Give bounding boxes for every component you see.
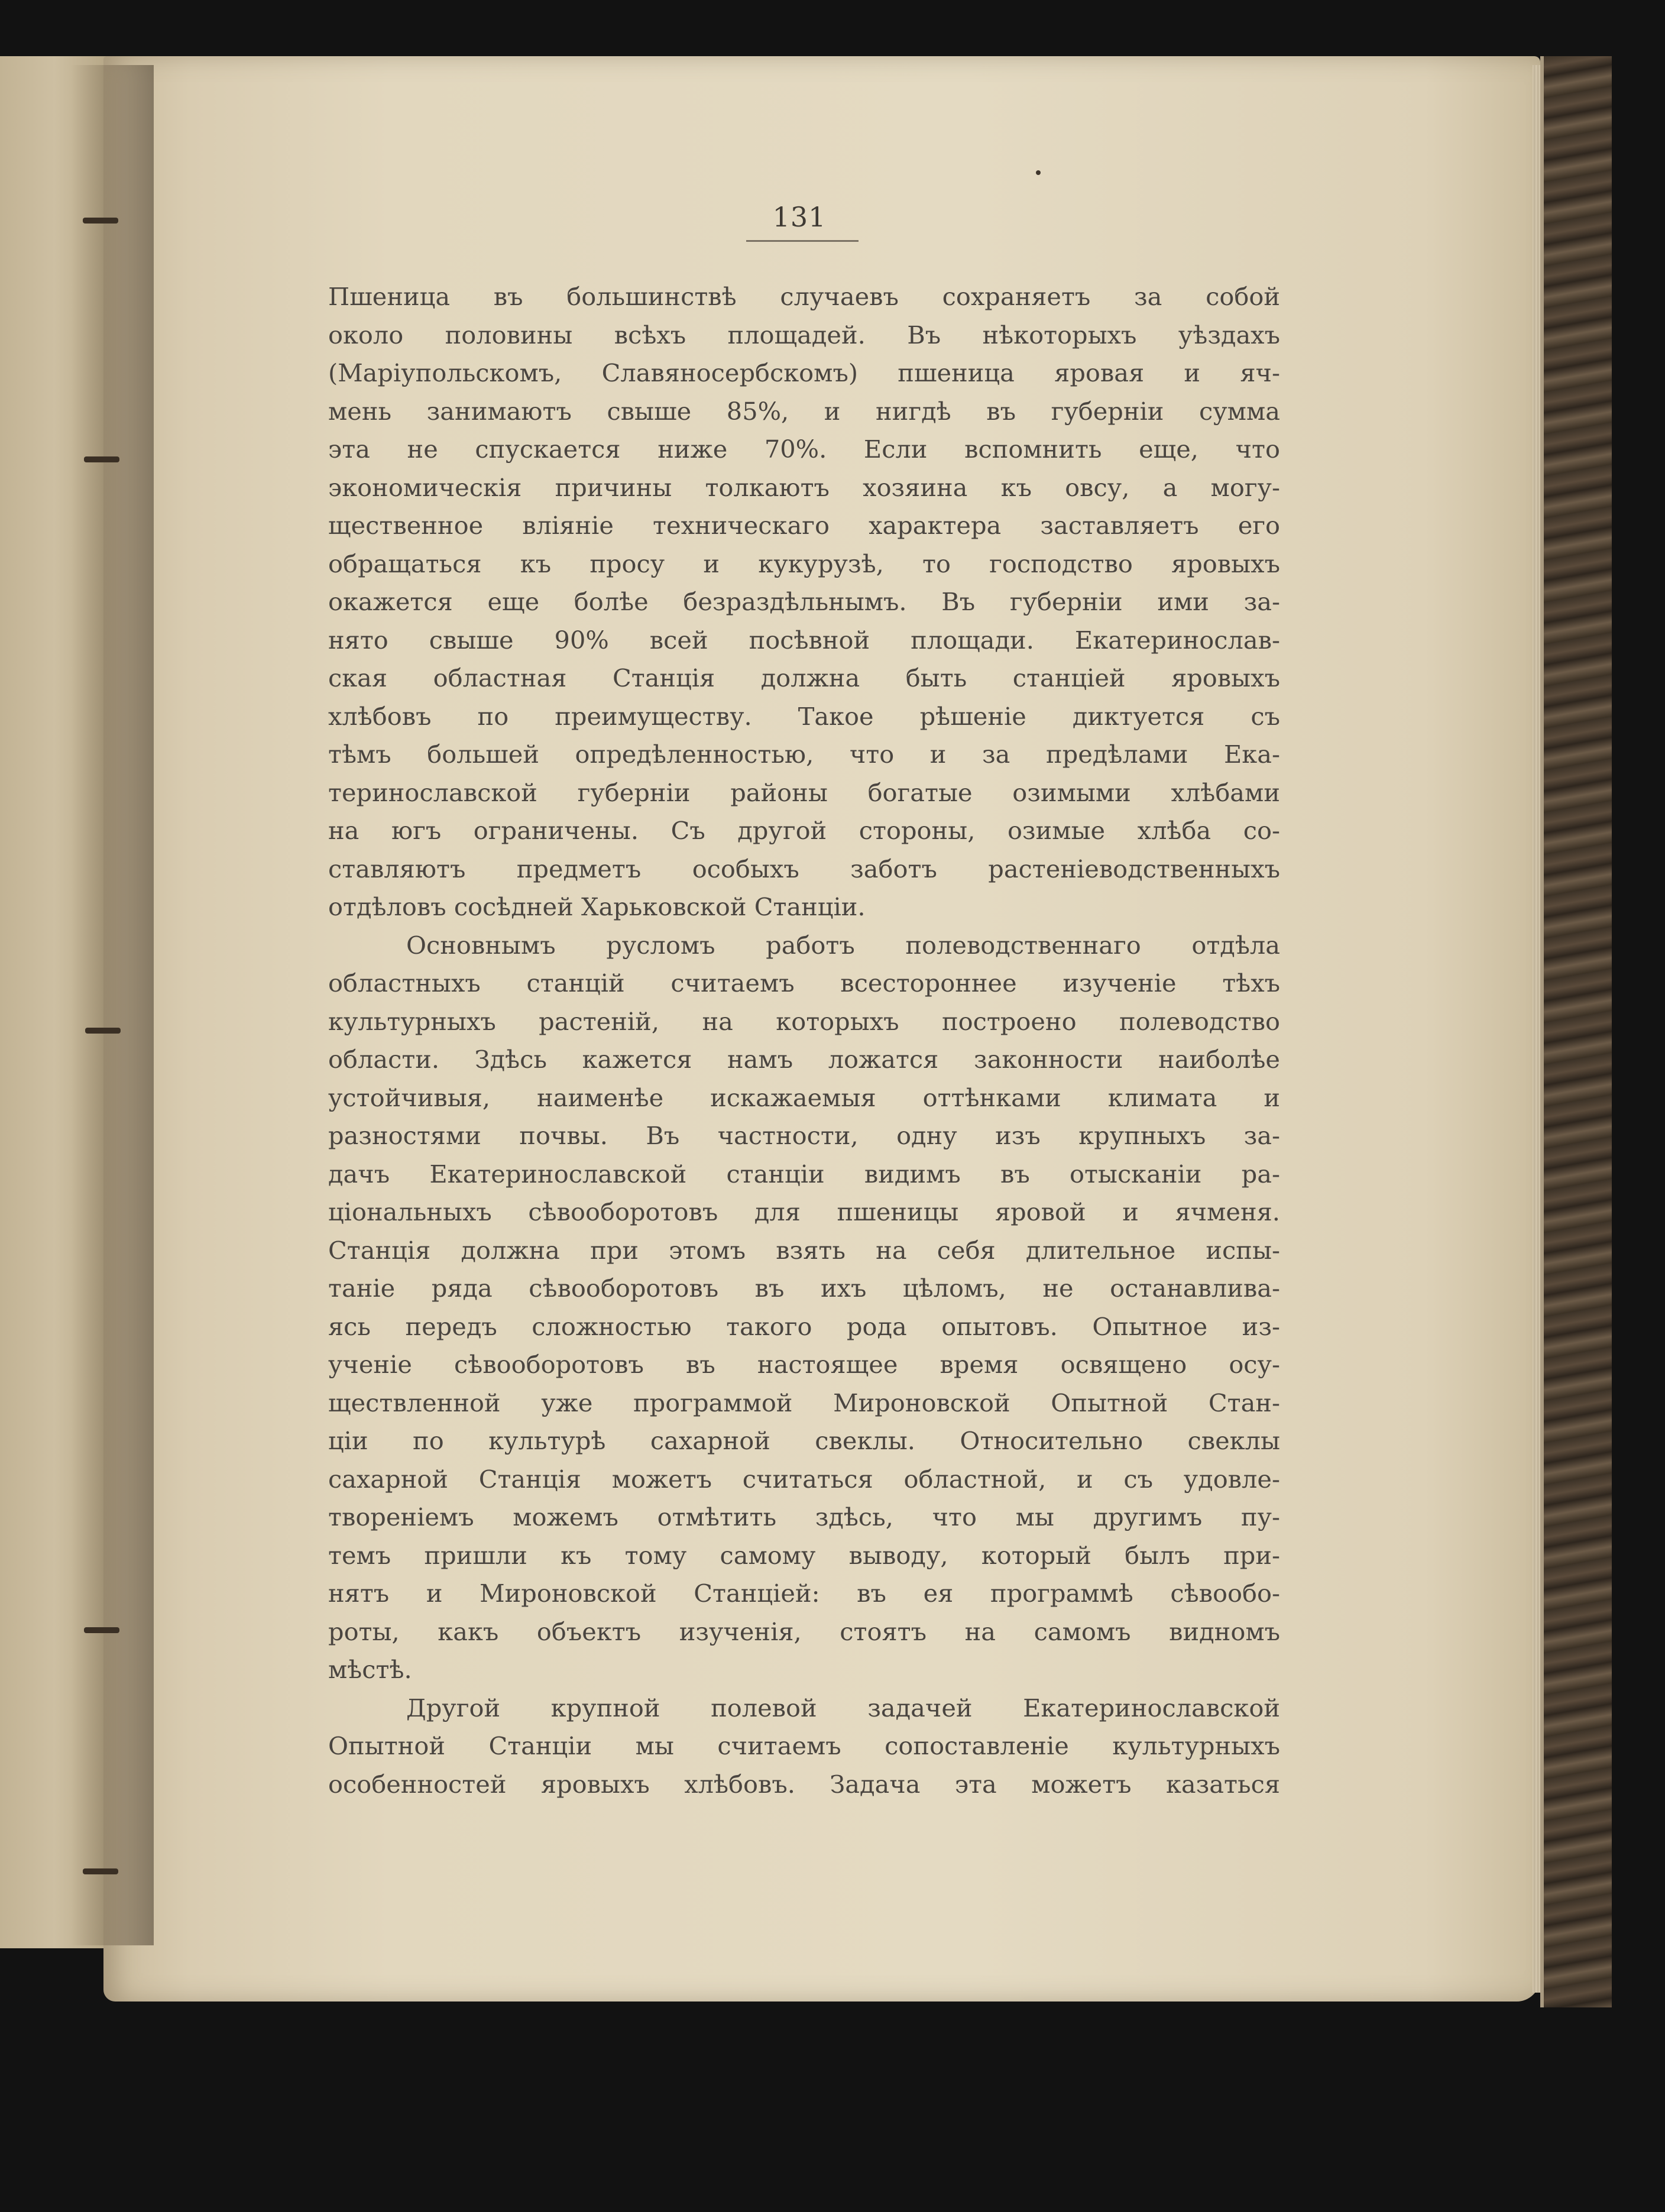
text-line: роты, какъ объектъ изученія, стоятъ на самомъ видномъ [328, 1617, 1280, 1646]
text-line: теринославской губерніи районы богатые озимыми хлѣбами [328, 778, 1280, 807]
text-line: Основнымъ русломъ работъ полеводственнаго отдѣла [406, 930, 1280, 960]
binding-stitch [84, 456, 119, 462]
text-line: тѣмъ большей опредѣленностью, что и за предѣлами Ека- [328, 740, 1280, 769]
body-text [328, 278, 1280, 1803]
text-line: (Маріупольскомъ, Славяносербскомъ) пшеница яровая и яч- [328, 358, 1280, 387]
text-line: нятъ и Мироновской Станціей: въ ея программѣ сѣвообо- [328, 1579, 1280, 1608]
text-line: темъ пришли къ тому самому выводу, который былъ при- [328, 1540, 1280, 1570]
text-line: мень занимаютъ свыше 85%, и нигдѣ въ губерніи сумма [328, 396, 1280, 426]
text-line: экономическія причины толкаютъ хозяина къ овсу, а могу- [328, 472, 1280, 502]
binding-stitch [83, 1868, 118, 1874]
paper-speck [1036, 170, 1041, 175]
text-line: сахарной Станція можетъ считаться областной, и съ удовле- [328, 1464, 1280, 1494]
text-line: таніе ряда сѣвооборотовъ въ ихъ цѣломъ, не останавлива- [328, 1274, 1280, 1303]
text-line: ская областная Станція должна быть станціей яровыхъ [328, 663, 1280, 692]
gutter-shadow [71, 65, 154, 1945]
page-number: 131 [772, 201, 827, 233]
text-line: ясь передъ сложностью такого рода опытовъ. Опытное из- [328, 1311, 1280, 1341]
text-line: Станція должна при этомъ взять на себя длительное испы- [328, 1235, 1280, 1265]
text-line: области. Здѣсь кажется намъ ложатся законности наиболѣе [328, 1045, 1280, 1074]
text-line: Опытной Станціи мы считаемъ сопоставленіе культурныхъ [328, 1731, 1280, 1760]
binding-stitch [83, 218, 118, 224]
binding-stitch [85, 1028, 121, 1034]
text-line: областныхъ станцій считаемъ всестороннее изученіе тѣхъ [328, 969, 1280, 997]
text-line: эта не спускается ниже 70%. Если вспомнить еще, что [328, 435, 1280, 464]
text-line: культурныхъ растеній, на которыхъ построено полеводство [328, 1006, 1280, 1036]
text-line: мѣстѣ. [328, 1655, 412, 1684]
text-line: Пшеница въ большинствѣ случаевъ сохраняетъ за собой [328, 282, 1280, 311]
text-line: на югъ ограничены. Съ другой стороны, озимые хлѣба со- [328, 816, 1280, 845]
text-line: устойчивыя, наименѣе искажаемыя оттѣнками климата и [328, 1083, 1280, 1112]
text-line: ученіе сѣвооборотовъ въ настоящее время освящено осу- [328, 1350, 1280, 1379]
text-line: дачъ Екатеринославской станціи видимъ въ отысканіи ра- [328, 1159, 1280, 1188]
text-line: окажется еще болѣе безраздѣльнымъ. Въ губерніи ими за- [328, 587, 1280, 616]
text-line: ціи по культурѣ сахарной свеклы. Относительно свеклы [328, 1426, 1280, 1455]
text-line: ціональныхъ сѣвооборотовъ для пшеницы яровой и ячменя. [328, 1197, 1280, 1226]
book-cover-edge [1540, 56, 1612, 2007]
text-line: твореніемъ можемъ отмѣтить здѣсь, что мы другимъ пу- [328, 1502, 1280, 1531]
binding-stitch [84, 1627, 119, 1633]
text-line: ществленной уже программой Мироновской Опытной Стан- [328, 1388, 1280, 1417]
text-line: щественное вліяніе техническаго характера заставляетъ его [328, 511, 1280, 540]
text-line: Другой крупной полевой задачей Екатеринославской [406, 1693, 1280, 1722]
page-number-rule [746, 240, 859, 242]
text-line: разностями почвы. Въ частности, одну изъ крупныхъ за- [328, 1121, 1280, 1150]
text-line: хлѣбовъ по преимуществу. Такое рѣшеніе диктуется съ [328, 701, 1280, 731]
text-line: обращаться къ просу и кукурузѣ, то господство яровыхъ [328, 549, 1280, 578]
text-line: около половины всѣхъ площадей. Въ нѣкоторыхъ уѣздахъ [328, 320, 1280, 349]
text-line: отдѣловъ сосѣдней Харьковской Станціи. [328, 892, 866, 921]
text-line: нято свыше 90% всей посѣвной площади. Екатеринослав- [328, 625, 1280, 655]
text-line: особенностей яровыхъ хлѣбовъ. Задача эта можетъ казаться [328, 1769, 1280, 1799]
text-line: ставляютъ предметъ особыхъ заботъ растеніеводственныхъ [328, 854, 1280, 883]
